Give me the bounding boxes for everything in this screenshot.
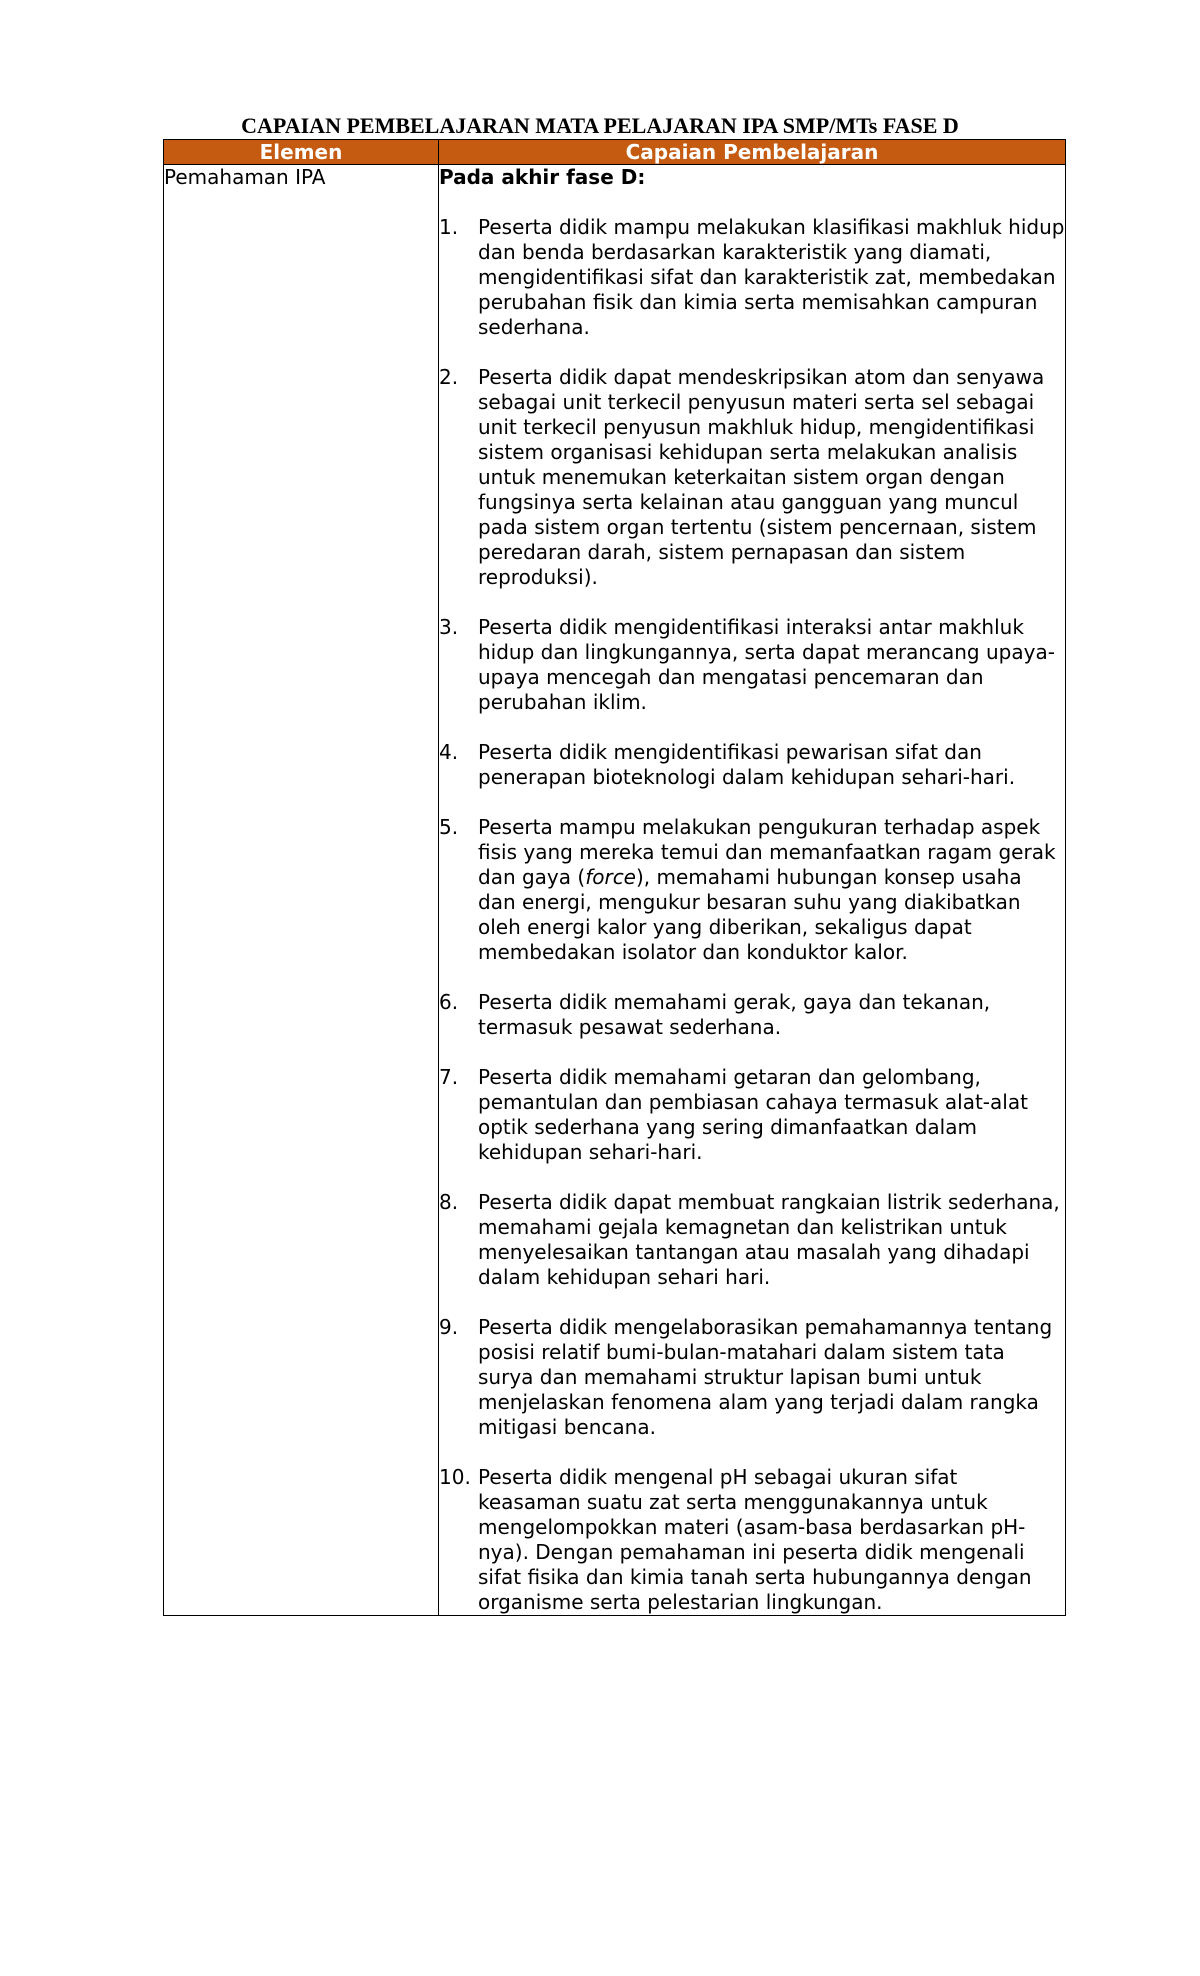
item-text-part: Peserta mampu melakukan pengukuran terhadap aspek fisis yang mereka temui dan memanfaatkan ragam gerak dan gaya (: [478, 815, 1056, 889]
list-item: [439, 215, 1065, 340]
item-number: 5.: [439, 815, 459, 839]
list-item: [439, 1315, 1065, 1440]
capaian-table: [163, 139, 1066, 1616]
item-text: Peserta didik memahami getaran dan gelombang, pemantulan dan pembiasan cahaya termasuk alat-alat optik sederhana yang sering dimanfaatkan dalam kehidupan sehari-hari.: [478, 1065, 1028, 1164]
header-elemen: Elemen: [164, 140, 439, 165]
item-text: Peserta didik mengidentifikasi pewarisan sifat dan penerapan bioteknologi dalam kehidupan sehari-hari.: [478, 740, 1016, 789]
item-text-italic: force: [585, 865, 636, 889]
list-item: [439, 1190, 1065, 1290]
list-item: [439, 990, 1065, 1040]
item-number: 7.: [439, 1065, 459, 1089]
capaian-cell: [439, 165, 1066, 1616]
item-number: 6.: [439, 990, 459, 1014]
item-text: Peserta didik dapat membuat rangkaian listrik sederhana, memahami gejala kemagnetan dan kelistrikan untuk menyelesaikan tantangan atau masalah yang dihadapi dalam kehidupan sehari hari.: [478, 1190, 1060, 1289]
list-item: [439, 615, 1065, 715]
list-item: [439, 1465, 1065, 1615]
item-number: 10.: [439, 1465, 471, 1489]
item-number: 9.: [439, 1315, 459, 1339]
item-number: 4.: [439, 740, 459, 764]
header-capaian-pembelajaran: Capaian Pembelajaran: [439, 140, 1066, 165]
elemen-cell: Pemahaman IPA: [164, 165, 439, 1616]
item-text: Peserta didik mengelaborasikan pemahamannya tentang posisi relatif bumi-bulan-matahari dalam sistem tata surya dan memahami struktur lapisan bumi untuk menjelaskan fenomena alam yang terjadi dalam rangka mitigasi bencana.: [478, 1315, 1053, 1439]
item-text: [478, 815, 1056, 964]
document-title: CAPAIAN PEMBELAJARAN MATA PELAJARAN IPA SMP/MTs FASE D: [241, 113, 959, 138]
list-item: [439, 740, 1065, 790]
item-text: Peserta didik dapat mendeskripsikan atom dan senyawa sebagai unit terkecil penyusun materi serta sel sebagai unit terkecil penyusun makhluk hidup, mengidentifikasi sistem organisasi kehidupan serta melakukan analisis untuk menemukan keterkaitan sistem organ dengan fungsinya serta kelainan atau gangguan yang muncul pada sistem organ tertentu (sistem pencernaan, sistem peredaran darah, sistem pernapasan dan sistem reproduksi).: [478, 365, 1045, 589]
list-item: [439, 815, 1065, 965]
table-header-row: [164, 140, 1066, 165]
item-number: 2.: [439, 365, 459, 389]
item-number: 3.: [439, 615, 459, 639]
capaian-list: [439, 215, 1065, 1615]
item-number: 8.: [439, 1190, 459, 1214]
capaian-intro: Pada akhir fase D:: [439, 165, 646, 189]
item-text: Peserta didik mengidentifikasi interaksi antar makhluk hidup dan lingkungannya, serta dapat merancang upaya-upaya mencegah dan mengatasi pencemaran dan perubahan iklim.: [478, 615, 1055, 714]
item-number: 1.: [439, 215, 459, 239]
item-text: Peserta didik mengenal pH sebagai ukuran sifat keasaman suatu zat serta menggunakannya untuk mengelompokkan materi (asam-basa berdasarkan pH-nya). Dengan pemahaman ini peserta didik mengenali sifat fisika dan kimia tanah serta hubungannya dengan organisme serta pelestarian lingkungan.: [478, 1465, 1032, 1614]
item-text: Peserta didik memahami gerak, gaya dan tekanan, termasuk pesawat sederhana.: [478, 990, 991, 1039]
item-text: Peserta didik mampu melakukan klasifikasi makhluk hidup dan benda berdasarkan karakteristik yang diamati, mengidentifikasi sifat dan karakteristik zat, membedakan perubahan fisik dan kimia serta memisahkan campuran sederhana.: [478, 215, 1065, 339]
list-item: [439, 365, 1065, 590]
table-row: [164, 165, 1066, 1616]
list-item: [439, 1065, 1065, 1165]
item-text-part: ), memahami hubungan konsep usaha dan energi, mengukur besaran suhu yang diakibatkan oleh energi kalor yang diberikan, sekaligus dapat membedakan isolator dan konduktor kalor.: [478, 865, 1022, 964]
